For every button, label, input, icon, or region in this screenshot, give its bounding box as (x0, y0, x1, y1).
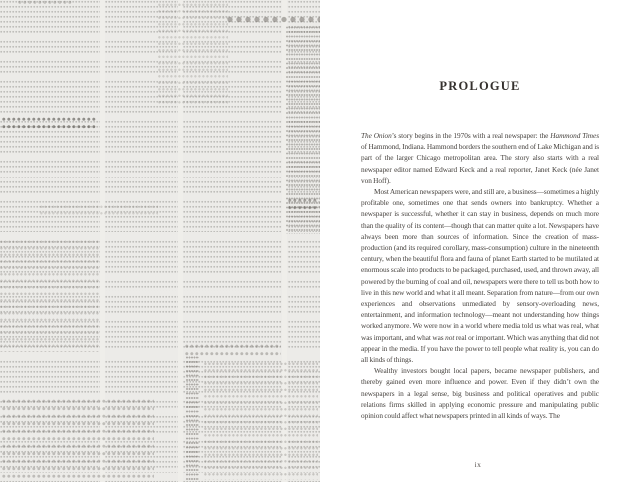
prologue-paragraph-2: Most American newspapers were, and still are, a business—sometimes a highly profitable one, sometimes one that sends owners into bankruptcy. Whether a newspaper is successful, whether it can stay in business, depends on much more than the quality of its content—though that can matter quite a lot. Newspapers have always been more than sources of information. Since the creation of mass-production (and its required corollary, mass-consumption) culture in the nineteenth century, when the beautiful flora and fauna of planet Earth started to be mutilated at enormous scale into products to be packaged, purchased, used, and thrown away, all powered by the burning of coal and oil, newspapers were there to tell us both how to live in this new world and what it all meant. Separation from nature—from our own experiences and observations unmediated by sensory-overloading news, entertainment, and information technology—meant not understanding how things worked anymore. We were now in a world where media told us what was real, what was important, and what was not real or important. Which was anything that did not appear in the media. If you have the power to tell people what reality is, you can do all kinds of things. (361, 187, 599, 365)
newsprint-dense-strip (186, 356, 199, 482)
newsprint-smudge (158, 3, 228, 105)
newsprint-bold-rows (2, 399, 154, 479)
newsprint-smudge (204, 362, 318, 480)
prologue-paragraph-3: Wealthy investors bought local papers, became newspaper publishers, and thereby gained even more influence and power. Even if they didn’t own the newspapers in a legal sense, big business and political operatives and public relations firms skilled in applying economic pressure and manipulating public opinion could affect what newspapers printed in all kinds of ways. The (361, 366, 599, 421)
prologue-body (361, 130, 599, 421)
ornament-dots-row (226, 15, 320, 26)
page-number: ix (474, 460, 482, 469)
newsprint-smudge (288, 198, 318, 212)
newsprint-headline (2, 117, 96, 132)
prologue-paragraph-1: The Onion’s story begins in the 1970s with a real newspaper: the Hammond Times of Hammond, Indiana. Hammond borders the southern end of Lake Michigan and is part of the larger Chicago metropolitan area. The story also starts with a real newspaper editor named Edward Keck and a real reporter, Janet Keck (née Janet von Hoff). (361, 131, 599, 185)
newsprint-subhead (40, 205, 158, 217)
prologue-page (320, 0, 640, 482)
newsprint-smudge (18, 0, 72, 8)
newsprint-headline (185, 344, 281, 356)
newsprint-bold-column (0, 240, 100, 352)
page-title: PROLOGUE (439, 79, 521, 93)
